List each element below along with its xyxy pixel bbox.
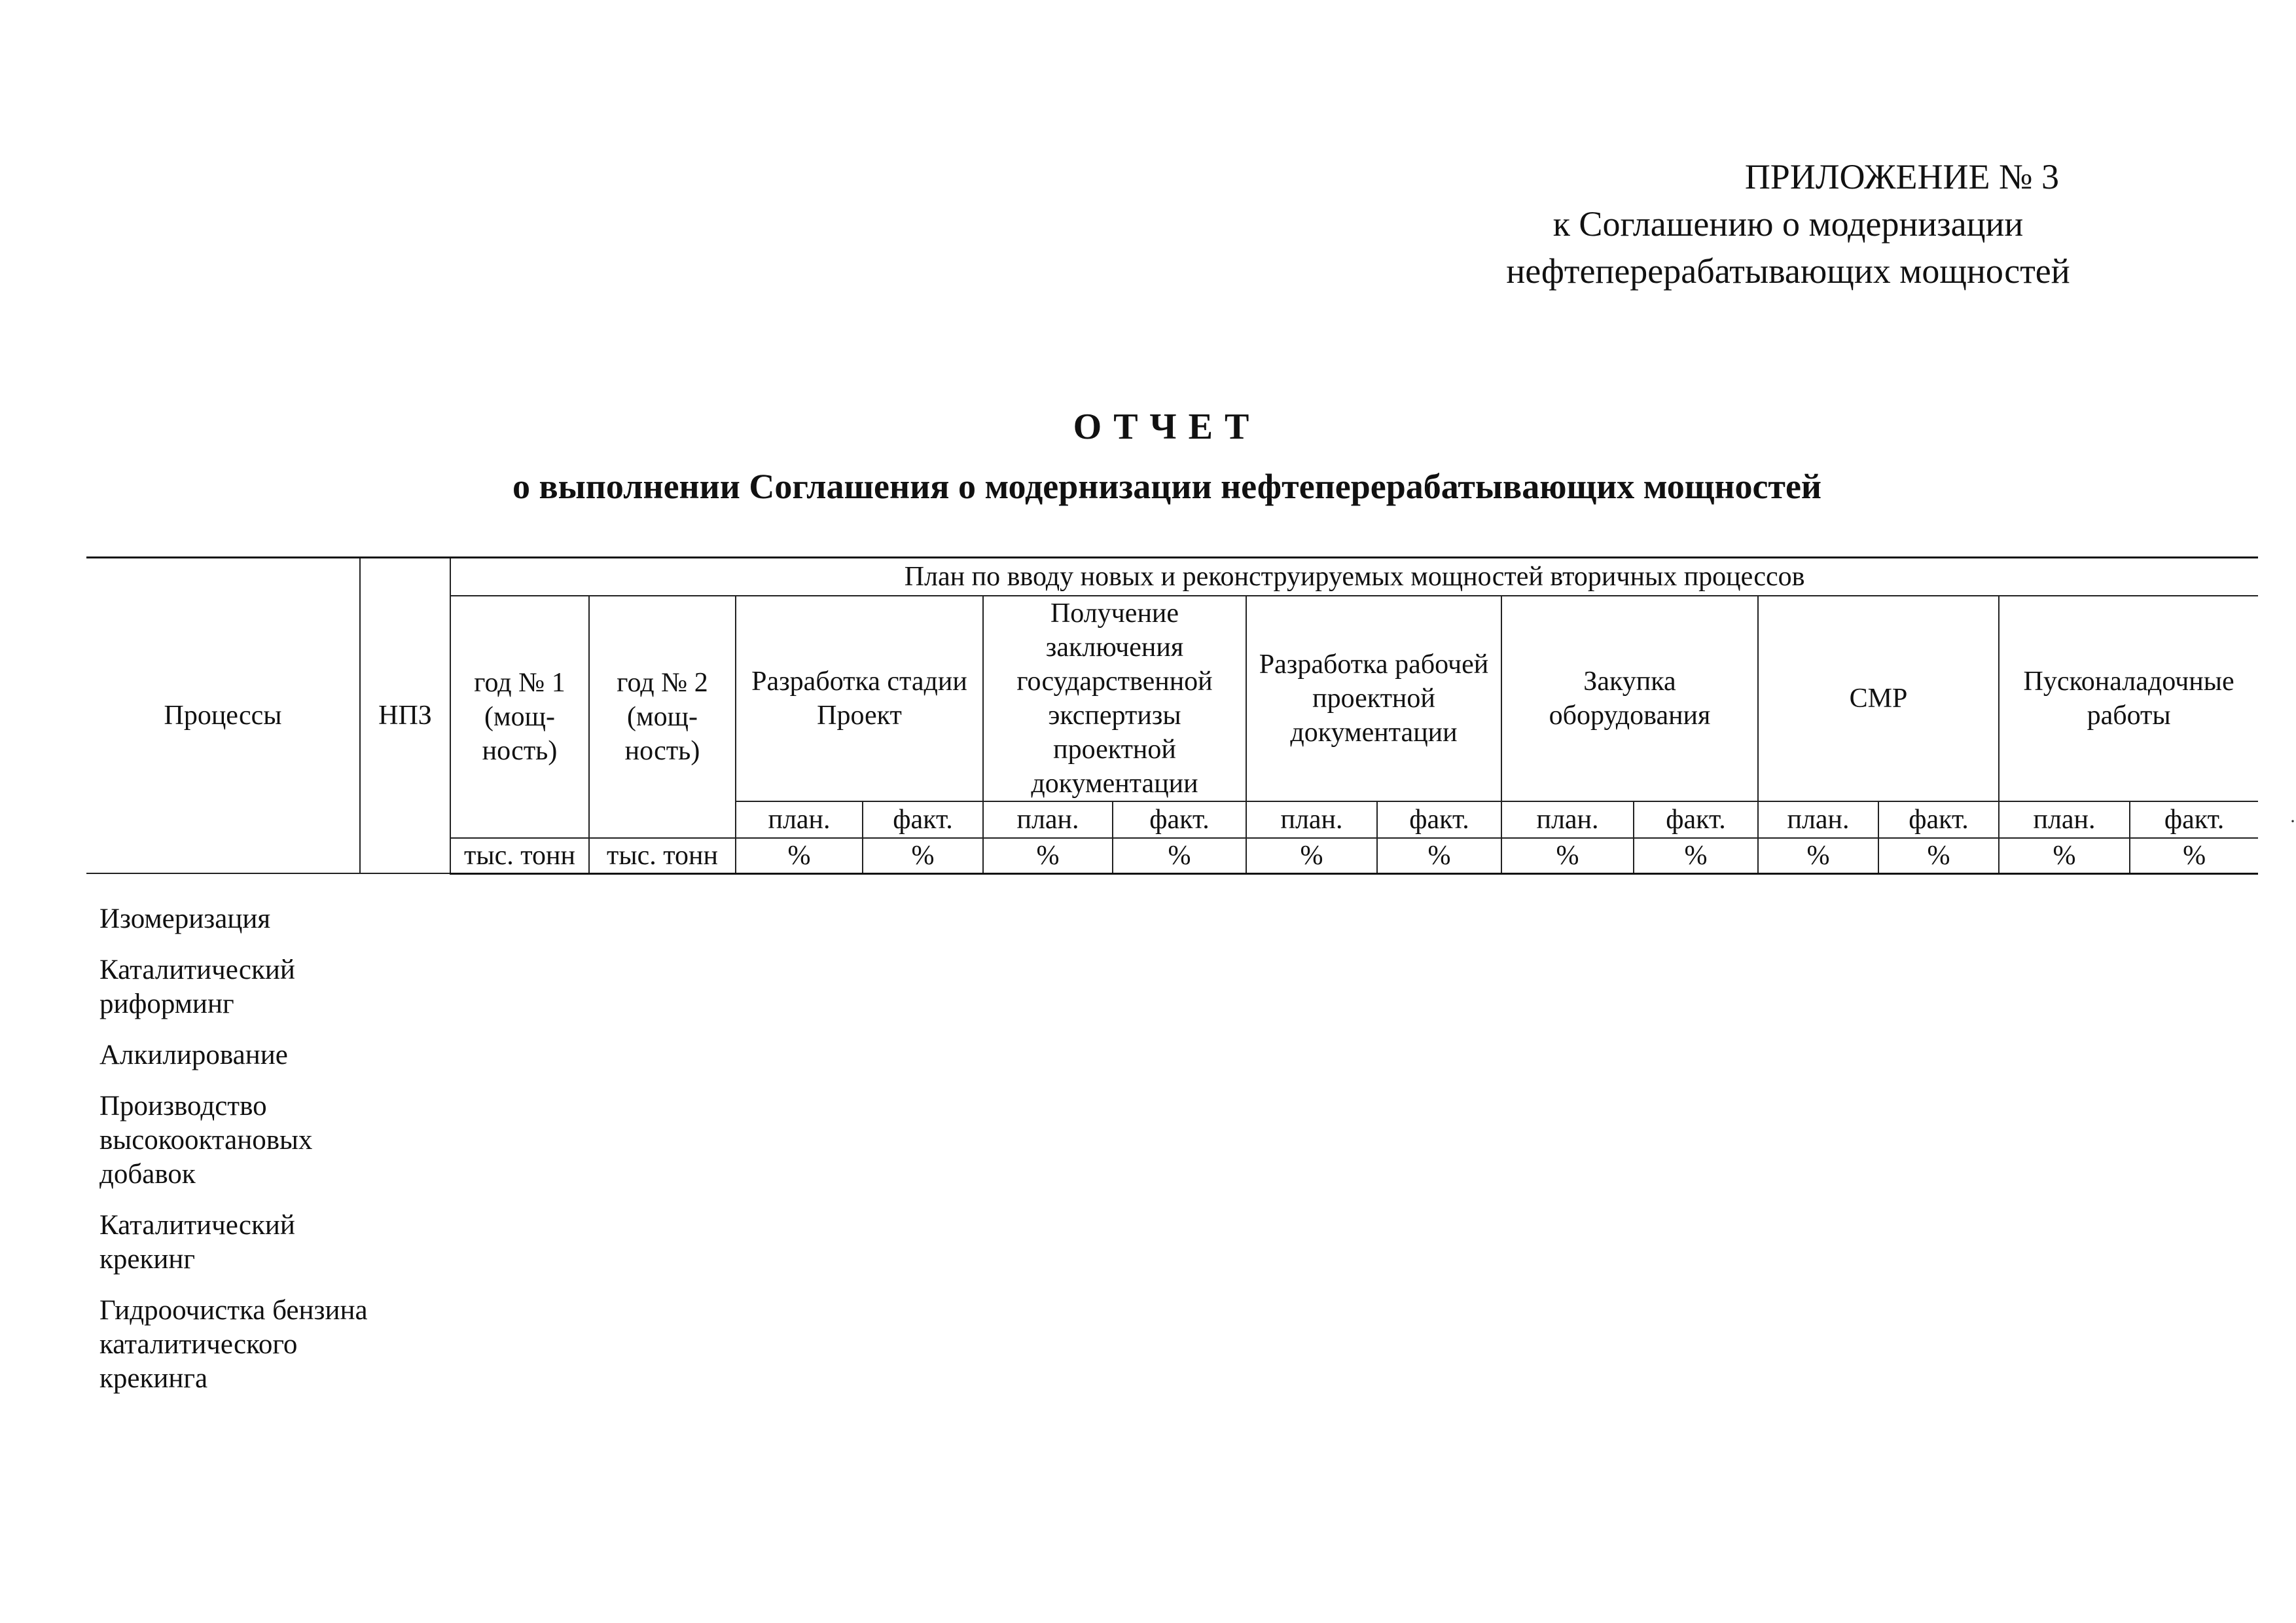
subheader-fact: факт. <box>2130 801 2258 838</box>
unit-percent: % <box>1377 838 1501 874</box>
process-list <box>99 902 374 1413</box>
unit-tonnes: тыс. тонн <box>450 838 589 874</box>
unit-percent: % <box>863 838 983 874</box>
subheader-plan: план. <box>1758 801 1878 838</box>
header-group-equipment-purchase: Закупка оборудования <box>1501 596 1758 801</box>
header-group-commissioning: Пусконаладочные работы <box>1999 596 2258 801</box>
unit-percent: % <box>1999 838 2130 874</box>
edge-mark: · <box>2289 811 2296 832</box>
subheader-fact: факт. <box>863 801 983 838</box>
header-group-construction: СМР <box>1758 596 1999 801</box>
subheader-fact: факт. <box>1878 801 1999 838</box>
report-table <box>86 556 2258 875</box>
header-year-2: год № 2 (мощ-ность) <box>589 596 736 838</box>
list-item: Изомеризация <box>99 903 271 934</box>
header-processes: Процессы <box>86 558 360 874</box>
subheader-fact: факт. <box>1113 801 1246 838</box>
list-item: Гидроочистка бензина каталитического крекинга <box>99 1295 368 1394</box>
list-item: Каталитический крекинг <box>99 1210 295 1275</box>
appendix-reference-line-1: к Соглашению о модернизации <box>1552 204 2024 244</box>
report-subtitle: о выполнении Соглашения о модернизации нефтеперерабатывающих мощностей <box>512 467 1822 506</box>
unit-percent: % <box>1758 838 1878 874</box>
header-group-working-docs: Разработка рабочей проектной документации <box>1246 596 1501 801</box>
header-plan: План по вводу новых и реконструируемых мощностей вторичных процессов <box>450 558 2258 596</box>
unit-percent: % <box>983 838 1113 874</box>
header-group-project-stage: Разработка стадии Проект <box>736 596 983 801</box>
report-title: ОТЧЕТ <box>1073 407 1261 447</box>
subheader-plan: план. <box>1501 801 1634 838</box>
unit-percent: % <box>736 838 863 874</box>
list-item: Алкилирование <box>99 1040 288 1070</box>
unit-percent: % <box>2130 838 2258 874</box>
unit-percent: % <box>1878 838 1999 874</box>
unit-percent: % <box>1501 838 1634 874</box>
unit-percent: % <box>1113 838 1246 874</box>
unit-tonnes: тыс. тонн <box>589 838 736 874</box>
list-item: Каталитический риформинг <box>99 955 295 1019</box>
unit-percent: % <box>1246 838 1377 874</box>
list-item: Производство высокооктановых добавок <box>99 1091 313 1190</box>
appendix-number: ПРИЛОЖЕНИЕ № 3 <box>1744 157 2059 196</box>
appendix-reference-line-2: нефтеперерабатывающих мощностей <box>1506 251 2070 291</box>
header-refinery: НПЗ <box>360 558 450 874</box>
subheader-plan: план. <box>983 801 1113 838</box>
subheader-fact: факт. <box>1377 801 1501 838</box>
header-group-state-expertise: Получение заключения государственной экспертизы проектной документации <box>983 596 1246 801</box>
header-year-1: год № 1 (мощ-ность) <box>450 596 589 838</box>
subheader-fact: факт. <box>1634 801 1758 838</box>
subheader-plan: план. <box>1999 801 2130 838</box>
subheader-plan: план. <box>1246 801 1377 838</box>
subheader-plan: план. <box>736 801 863 838</box>
appendix-header <box>1395 153 2181 295</box>
unit-percent: % <box>1634 838 1758 874</box>
